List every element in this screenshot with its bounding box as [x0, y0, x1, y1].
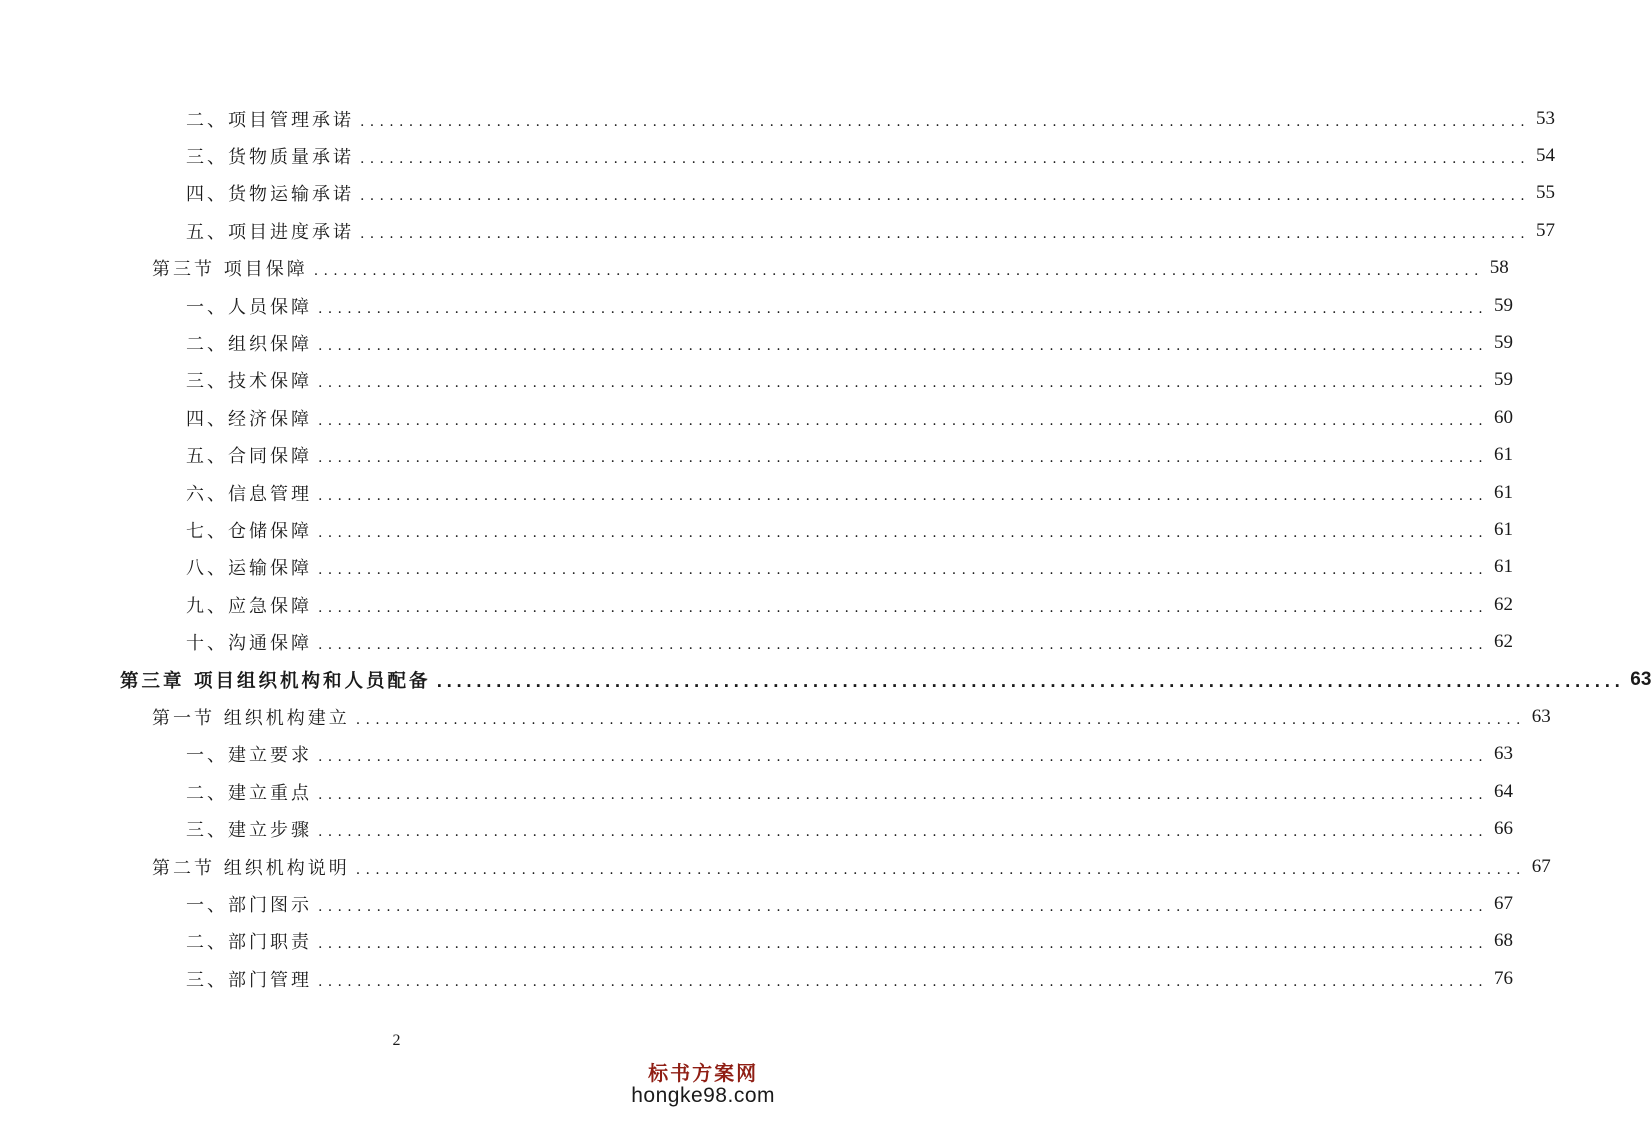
toc-leader-dots: ........................................................................................................................	[318, 936, 1489, 953]
toc-page-number: 66	[1494, 818, 1514, 840]
toc-title: 六、信息管理	[186, 483, 312, 505]
toc-page-number: 68	[1494, 930, 1514, 952]
toc-title: 第二节 组织机构说明	[152, 857, 350, 879]
toc-row[interactable]	[0, 960, 1514, 997]
toc-page-number: 57	[1536, 219, 1556, 241]
toc-title: 五、合同保障	[186, 446, 312, 468]
toc-title: 一、人员保障	[186, 296, 312, 318]
toc-leader-dots: ........................................................................................................................	[318, 450, 1489, 467]
toc-leader-dots: ........................................................................................................................	[318, 562, 1489, 579]
toc-row[interactable]	[0, 362, 1514, 399]
toc-row[interactable]	[0, 773, 1514, 810]
toc-row[interactable]	[0, 437, 1514, 474]
toc-row[interactable]	[0, 474, 1514, 511]
toc-row[interactable]	[0, 137, 1556, 174]
toc-page-number: 59	[1494, 294, 1514, 316]
toc-row[interactable]	[0, 661, 1651, 698]
toc-title: 四、经济保障	[186, 408, 312, 430]
toc-title: 七、仓储保障	[186, 520, 312, 542]
toc-row[interactable]	[0, 586, 1514, 623]
toc-page-number: 59	[1494, 369, 1514, 391]
toc-page-number: 61	[1494, 444, 1514, 466]
toc-leader-dots: ........................................................................................................................	[318, 412, 1489, 429]
page-number: 2	[392, 1032, 401, 1049]
toc-leader-dots: ........................................................................................................................	[318, 599, 1489, 616]
watermark-url-text: hongke98.com	[631, 1084, 775, 1107]
toc-page-number: 55	[1536, 182, 1556, 204]
toc-title: 二、项目管理承诺	[186, 109, 354, 131]
toc-leader-dots: ........................................................................................................................	[318, 637, 1489, 654]
toc-page-number: 62	[1494, 631, 1514, 653]
toc-row[interactable]	[0, 848, 1551, 885]
toc-leader-dots: ........................................................................................................................	[318, 300, 1489, 317]
toc-row[interactable]	[0, 810, 1514, 847]
toc-page-number: 61	[1494, 556, 1514, 578]
toc-page-number: 63	[1630, 668, 1651, 690]
toc-row[interactable]	[0, 698, 1551, 735]
toc-title: 三、建立步骤	[186, 820, 312, 842]
toc-page-number: 53	[1536, 107, 1556, 129]
table-of-contents	[0, 100, 1651, 997]
toc-leader-dots: ........................................................................................................................	[318, 824, 1489, 841]
watermark-logo	[631, 1057, 775, 1108]
toc-row[interactable]	[0, 623, 1514, 660]
toc-row[interactable]	[0, 212, 1556, 249]
toc-title: 第三章 项目组织机构和人员配备	[120, 670, 431, 692]
toc-title: 九、应急保障	[186, 595, 312, 617]
toc-row[interactable]	[0, 736, 1514, 773]
toc-leader-dots: ........................................................................................................................	[436, 673, 1625, 692]
toc-leader-dots: ........................................................................................................................	[360, 151, 1531, 168]
toc-row[interactable]	[0, 511, 1514, 548]
toc-title: 一、部门图示	[186, 894, 312, 916]
toc-page-number: 54	[1536, 145, 1556, 167]
toc-title: 第一节 组织机构建立	[152, 707, 350, 729]
toc-title: 一、建立要求	[186, 745, 312, 767]
toc-leader-dots: ........................................................................................................................	[360, 113, 1531, 130]
toc-title: 八、运输保障	[186, 558, 312, 580]
toc-leader-dots: ........................................................................................................................	[360, 225, 1531, 242]
toc-title: 二、建立重点	[186, 782, 312, 804]
toc-leader-dots: ........................................................................................................................	[318, 487, 1489, 504]
toc-leader-dots: ........................................................................................................................	[355, 711, 1526, 728]
toc-row[interactable]	[0, 100, 1556, 137]
toc-title: 二、部门职责	[186, 932, 312, 954]
toc-leader-dots: ........................................................................................................................	[313, 263, 1484, 280]
toc-leader-dots: ........................................................................................................................	[318, 898, 1489, 915]
toc-page-number: 76	[1494, 967, 1514, 989]
toc-row[interactable]	[0, 175, 1556, 212]
toc-leader-dots: ........................................................................................................................	[355, 861, 1526, 878]
toc-title: 五、项目进度承诺	[186, 221, 354, 243]
toc-row[interactable]	[0, 885, 1514, 922]
toc-title: 三、部门管理	[186, 969, 312, 991]
watermark-cn-text: 标书方案网	[648, 1061, 759, 1085]
toc-title: 十、沟通保障	[186, 633, 312, 655]
toc-page-number: 60	[1494, 406, 1514, 428]
toc-title: 三、技术保障	[186, 371, 312, 393]
toc-page-number: 59	[1494, 332, 1514, 354]
toc-row[interactable]	[0, 923, 1514, 960]
toc-page-number: 58	[1489, 257, 1509, 279]
toc-leader-dots: ........................................................................................................................	[318, 786, 1489, 803]
toc-title: 第三节 项目保障	[152, 259, 308, 281]
toc-leader-dots: ........................................................................................................................	[360, 188, 1531, 205]
toc-leader-dots: ........................................................................................................................	[318, 749, 1489, 766]
toc-title: 四、货物运输承诺	[186, 184, 354, 206]
toc-page-number: 61	[1494, 518, 1514, 540]
toc-page-number: 63	[1494, 743, 1514, 765]
toc-row[interactable]	[0, 399, 1514, 436]
toc-page-number: 62	[1494, 593, 1514, 615]
toc-leader-dots: ........................................................................................................................	[318, 973, 1489, 990]
toc-row[interactable]	[0, 250, 1509, 287]
toc-page-number: 67	[1531, 855, 1551, 877]
toc-leader-dots: ........................................................................................................................	[318, 375, 1489, 392]
toc-row[interactable]	[0, 287, 1514, 324]
toc-page-number: 64	[1494, 780, 1514, 802]
toc-page-number: 61	[1494, 481, 1514, 503]
toc-row[interactable]	[0, 324, 1514, 361]
toc-page-number: 63	[1531, 705, 1551, 727]
toc-leader-dots: ........................................................................................................................	[318, 338, 1489, 355]
toc-title: 二、组织保障	[186, 334, 312, 356]
toc-title: 三、货物质量承诺	[186, 147, 354, 169]
toc-page-number: 67	[1494, 892, 1514, 914]
toc-leader-dots: ........................................................................................................................	[318, 524, 1489, 541]
toc-row[interactable]	[0, 549, 1514, 586]
